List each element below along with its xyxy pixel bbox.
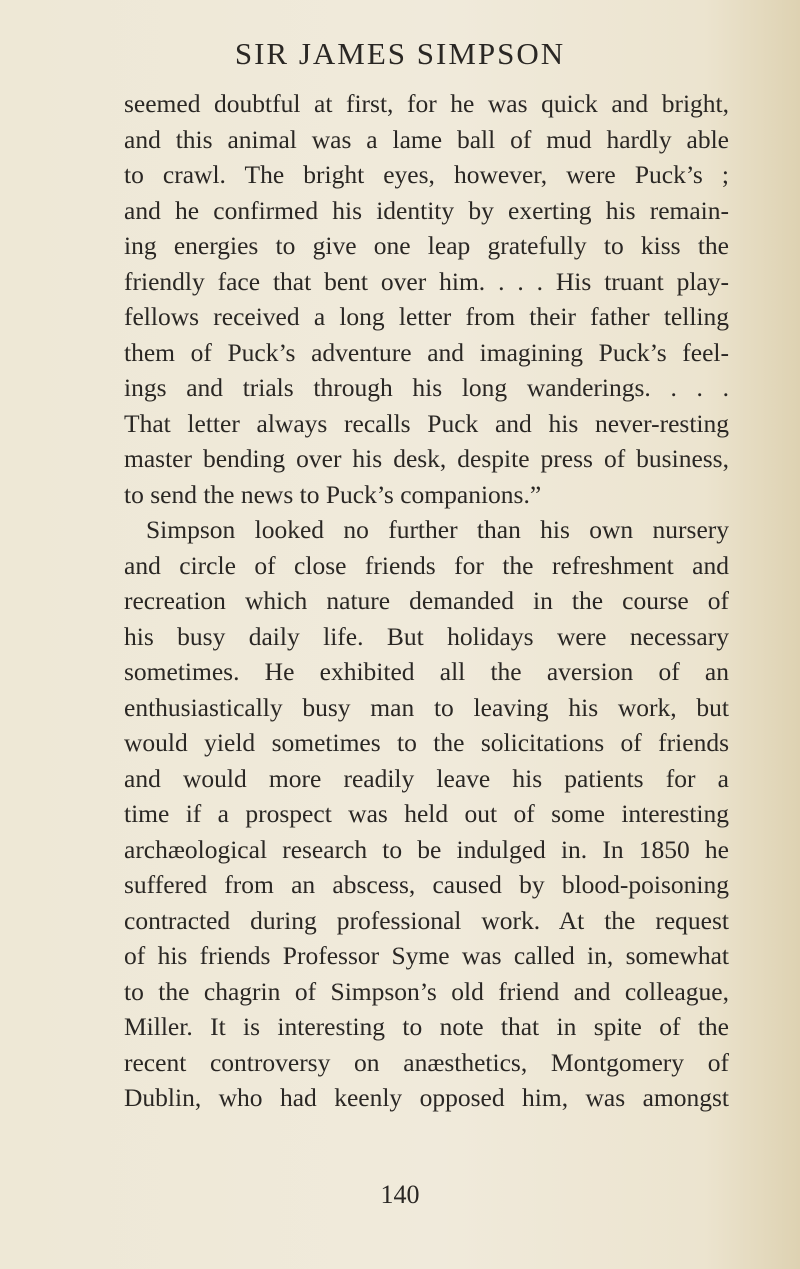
text-line: to send the news to Puck’s companions.” (124, 479, 542, 509)
text-line: recreation which nature demanded in the course of (124, 586, 729, 615)
text-line: sometimes. He exhibited all the aversion of an (124, 657, 729, 686)
running-header: SIR JAMES SIMPSON (234, 36, 566, 71)
text-line: and this animal was a lame ball of mud hardly able (124, 124, 729, 154)
text-line: recent controversy on anæsthetics, Montgomery of (124, 1047, 729, 1077)
text-line: ing energies to give one leap gratefully to kiss the (124, 231, 729, 260)
text-line: ings and trials through his long wanderings. . . . (124, 373, 729, 402)
text-line: That letter always recalls Puck and his never-resting (124, 408, 729, 438)
page-number: 140 (380, 1180, 420, 1209)
text-line: Miller. It is interesting to note that in spite of the (124, 1012, 729, 1041)
text-line: of his friends Professor Syme was called in, somewhat (124, 941, 729, 970)
text-line: time if a prospect was held out of some interesting (124, 799, 729, 828)
text-line: and he confirmed his identity by exerting his remain- (124, 195, 729, 225)
text-line: and circle of close friends for the refreshment and (124, 550, 729, 580)
text-line: master bending over his desk, despite press of business, (124, 444, 729, 473)
text-line: his busy daily life. But holidays were necessary (124, 621, 729, 651)
text-line: to crawl. The bright eyes, however, were Puck’s ; (124, 160, 729, 189)
text-line: archæological research to be indulged in. In 1850 he (124, 834, 729, 864)
body-text (124, 86, 729, 1116)
text-line: fellows received a long letter from their father telling (124, 302, 729, 331)
text-line: and would more readily leave his patients for a (124, 763, 729, 793)
paragraph-start-line: Simpson looked no further than his own nursery (146, 515, 729, 544)
text-line: contracted during professional work. At the request (124, 905, 729, 935)
text-line: friendly face that bent over him. . . . His truant play- (124, 266, 729, 296)
text-line: enthusiastically busy man to leaving his work, but (124, 692, 729, 722)
text-line: would yield sometimes to the solicitations of friends (124, 728, 729, 757)
text-line: suffered from an abscess, caused by blood-poisoning (124, 870, 729, 899)
text-line: them of Puck’s adventure and imagining Puck’s feel- (124, 337, 729, 367)
text-line: Dublin, who had keenly opposed him, was amongst (124, 1083, 729, 1112)
text-line: to the chagrin of Simpson’s old friend and colleague, (124, 976, 729, 1006)
text-line: seemed doubtful at first, for he was quick and bright, (124, 89, 729, 118)
